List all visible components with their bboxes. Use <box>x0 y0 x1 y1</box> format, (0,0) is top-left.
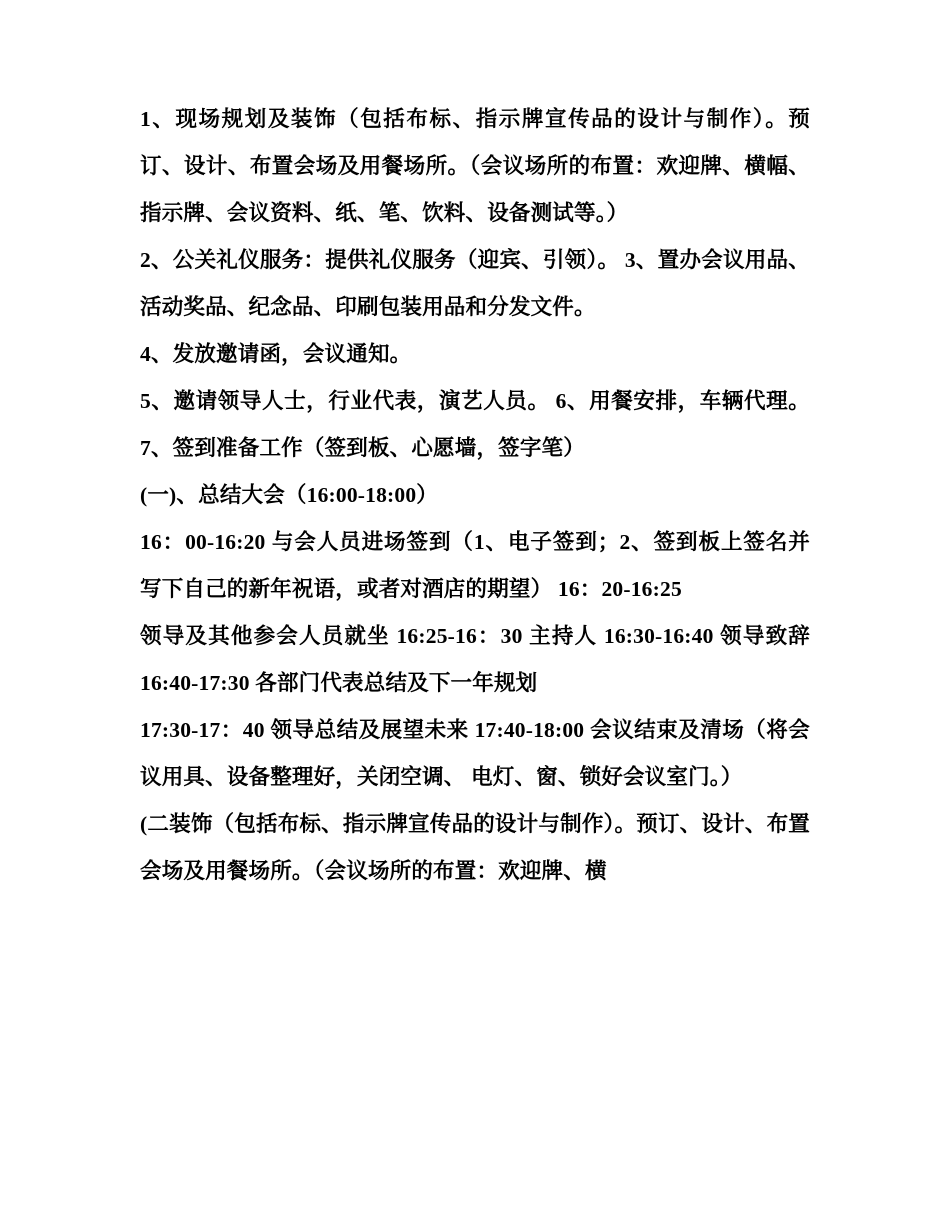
paragraph: 2、公关礼仪服务：提供礼仪服务（迎宾、引领）。 3、置办会议用品、活动奖品、纪念品、印刷包装用品和分发文件。 <box>140 248 810 319</box>
paragraph: 4、发放邀请函，会议通知。 <box>140 342 412 366</box>
paragraph: (一)、总结大会（16:00-18:00） <box>140 483 438 507</box>
document-body <box>140 96 810 895</box>
paragraph: (二装饰（包括布标、指示牌宣传品的设计与制作）。预订、设计、布置会场及用餐场所。（会议场所的布置：欢迎牌、横 <box>140 812 810 883</box>
paragraph: 1、现场规划及装饰（包括布标、指示牌宣传品的设计与制作）。预订、设计、布置会场及用餐场所。（会议场所的布置：欢迎牌、横幅、指示牌、会议资料、纸、笔、饮料、设备测试等。） <box>140 107 810 225</box>
paragraph: 16：00-16:20 与会人员进场签到（1、电子签到；2、签到板上签名并写下自己的新年祝语，或者对酒店的期望） 16：20-16:25 <box>140 530 810 601</box>
paragraph: 领导及其他参会人员就坐 16:25-16：30 主持人 16:30-16:40 领导致辞 16:40-17:30 各部门代表总结及下一年规划 <box>140 624 810 695</box>
paragraph: 5、邀请领导人士，行业代表，演艺人员。 6、用餐安排，车辆代理。 7、签到准备工作（签到板、心愿墙，签字笔） <box>140 389 810 460</box>
paragraph: 17:30-17：40 领导总结及展望未来 17:40-18:00 会议结束及清场（将会议用具、设备整理好，关闭空调、 电灯、窗、锁好会议室门。） <box>140 718 810 789</box>
